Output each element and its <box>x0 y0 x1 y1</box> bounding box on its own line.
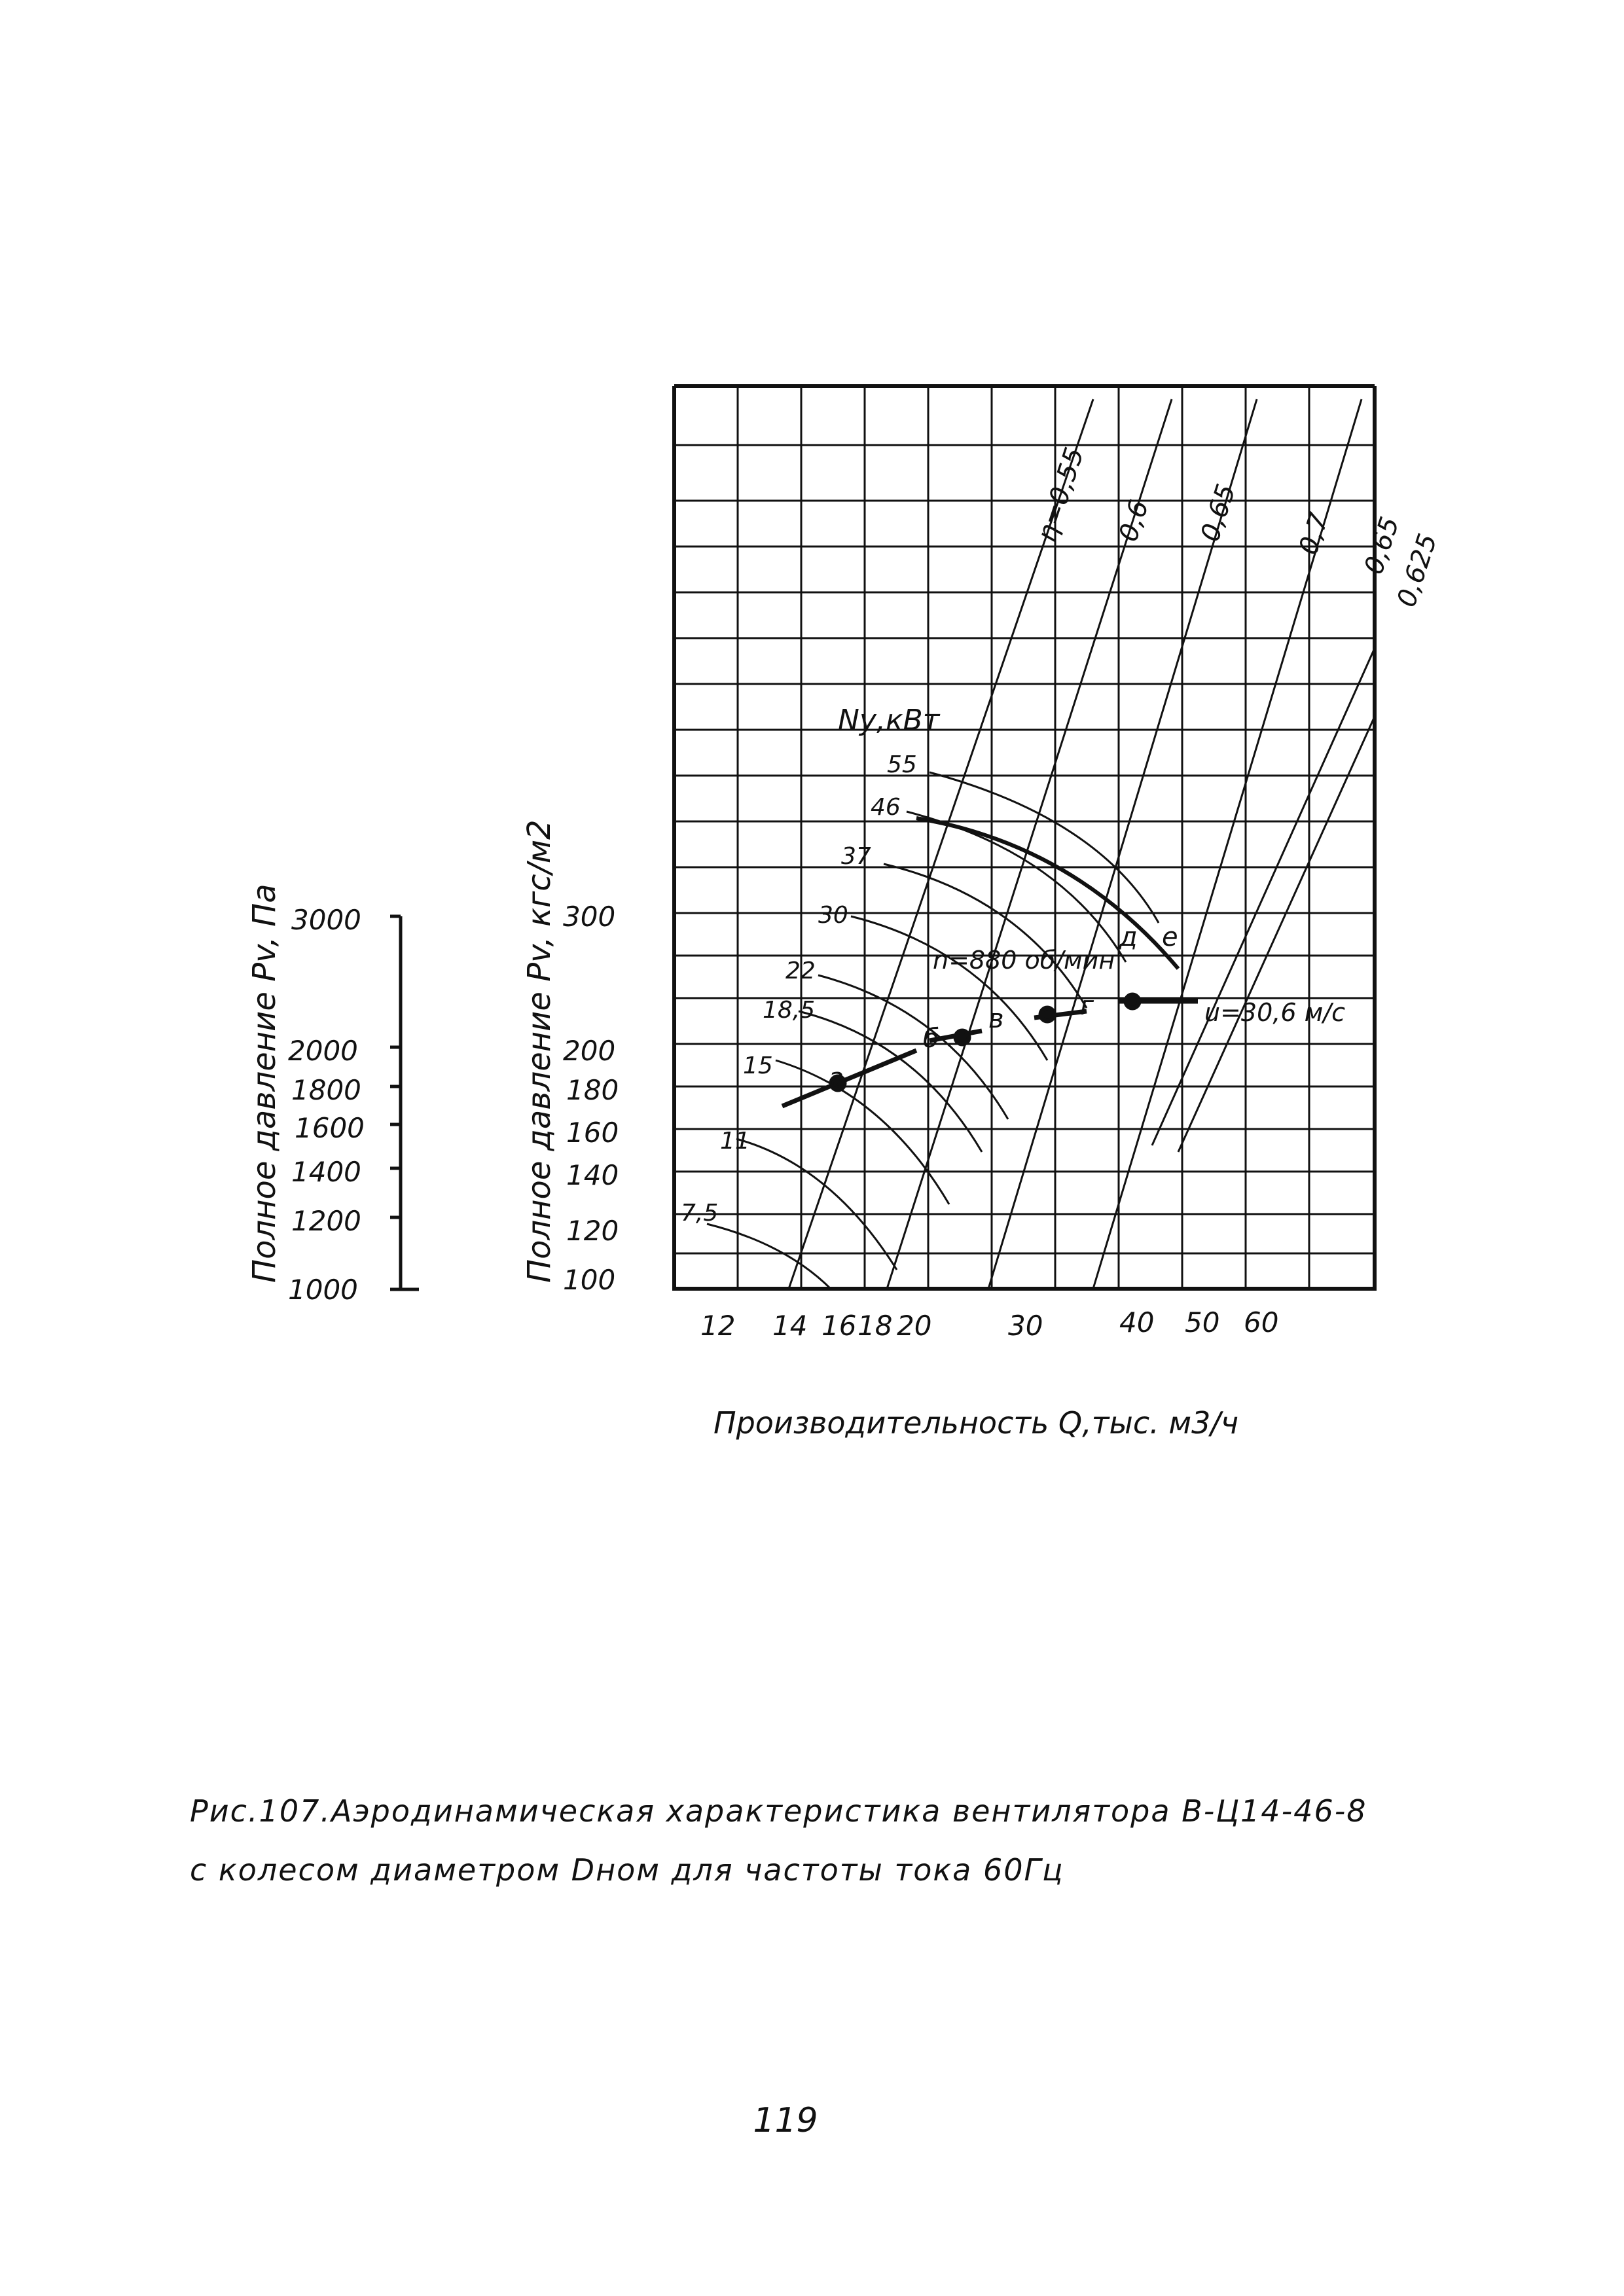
x-axis-label: Производительность Q,тыс. м3/ч <box>713 1405 1239 1441</box>
efficiency-label: η=0,55 <box>1031 444 1091 546</box>
x-tick-label: 16 <box>821 1310 857 1342</box>
power-curve-label: 11 <box>720 1128 750 1155</box>
y-tick-label: 180 <box>566 1074 619 1106</box>
power-curve <box>707 1224 831 1289</box>
y-axis-label-kgf: Полное давление Pv, кгс/м2 <box>521 819 558 1283</box>
power-curve-label: 46 <box>871 794 901 821</box>
power-curve <box>736 1139 897 1270</box>
figure-caption-line-2: с колесом диаметром Dном для частоты тока 60Гц <box>190 1852 1064 1888</box>
x-tick-label: 60 <box>1244 1306 1279 1338</box>
operating-point-label: в <box>988 1004 1004 1034</box>
x-tick-label: 12 <box>700 1310 736 1342</box>
y-pa-tick-label: 1800 <box>291 1074 361 1106</box>
y-pa-tick-label: 3000 <box>291 904 361 936</box>
y-pa-tick-label: 1000 <box>288 1274 358 1306</box>
power-axis-label: Nу,кВт <box>838 704 940 737</box>
power-curve-label: 18,5 <box>763 997 816 1024</box>
x-tick-label: 18 <box>857 1310 893 1342</box>
efficiency-label: 0,65 <box>1358 513 1406 579</box>
power-curve-label: 22 <box>785 958 816 984</box>
y-tick-label: 200 <box>563 1035 616 1067</box>
y-pa-tick-label: 1600 <box>295 1112 365 1144</box>
power-curve-label: 15 <box>743 1052 773 1079</box>
x-tick-label: 40 <box>1119 1306 1155 1338</box>
y-pa-tick-label: 1400 <box>291 1156 361 1188</box>
x-tick-label: 50 <box>1185 1306 1220 1338</box>
y-tick-label: 140 <box>566 1159 619 1191</box>
y-tick-label: 300 <box>563 901 616 933</box>
efficiency-label: 0,7 <box>1293 509 1335 559</box>
efficiency-label: 0,625 <box>1391 529 1443 611</box>
page-number: 119 <box>753 2101 818 2140</box>
power-curve-label: 30 <box>818 902 848 929</box>
y-tick-label: 160 <box>566 1117 619 1149</box>
x-tick-label: 14 <box>772 1310 808 1342</box>
operating-point <box>1041 1008 1054 1021</box>
y-tick-label: 120 <box>566 1215 619 1247</box>
power-curve-label: 7,5 <box>681 1200 719 1227</box>
power-curve-label: 37 <box>841 843 871 870</box>
velocity-annotation: u=30,6 м/с <box>1204 998 1345 1027</box>
x-tick-label: 20 <box>897 1310 932 1342</box>
efficiency-line <box>1178 484 1479 1152</box>
efficiency-label: 0,65 <box>1195 480 1242 546</box>
operating-point-label: а <box>828 1063 844 1093</box>
operating-point-label: б <box>923 1024 939 1054</box>
operating-point-label: д <box>1119 922 1138 952</box>
operating-point <box>1126 995 1139 1008</box>
operating-point-label: г <box>1080 991 1094 1021</box>
y-pa-tick-label: 1200 <box>291 1205 361 1237</box>
y-axis-label-pa: Полное давление Pv, Па <box>246 884 283 1283</box>
power-curves <box>707 772 1178 1289</box>
efficiency-label: 0,6 <box>1113 496 1155 546</box>
speed-annotation: n=880 об/мин <box>933 946 1115 975</box>
power-curve-label: 55 <box>887 751 917 778</box>
operating-point-label: е <box>1162 922 1178 952</box>
figure-caption-line-1: Рис.107.Аэродинамическая характеристика вентилятора В-Ц14-46-8 <box>190 1793 1367 1829</box>
y-tick-label: 100 <box>563 1264 616 1296</box>
y-pa-tick-label: 2000 <box>288 1035 358 1067</box>
pa-scale <box>390 916 419 1291</box>
operating-point <box>956 1031 969 1044</box>
x-tick-label: 30 <box>1008 1310 1043 1342</box>
